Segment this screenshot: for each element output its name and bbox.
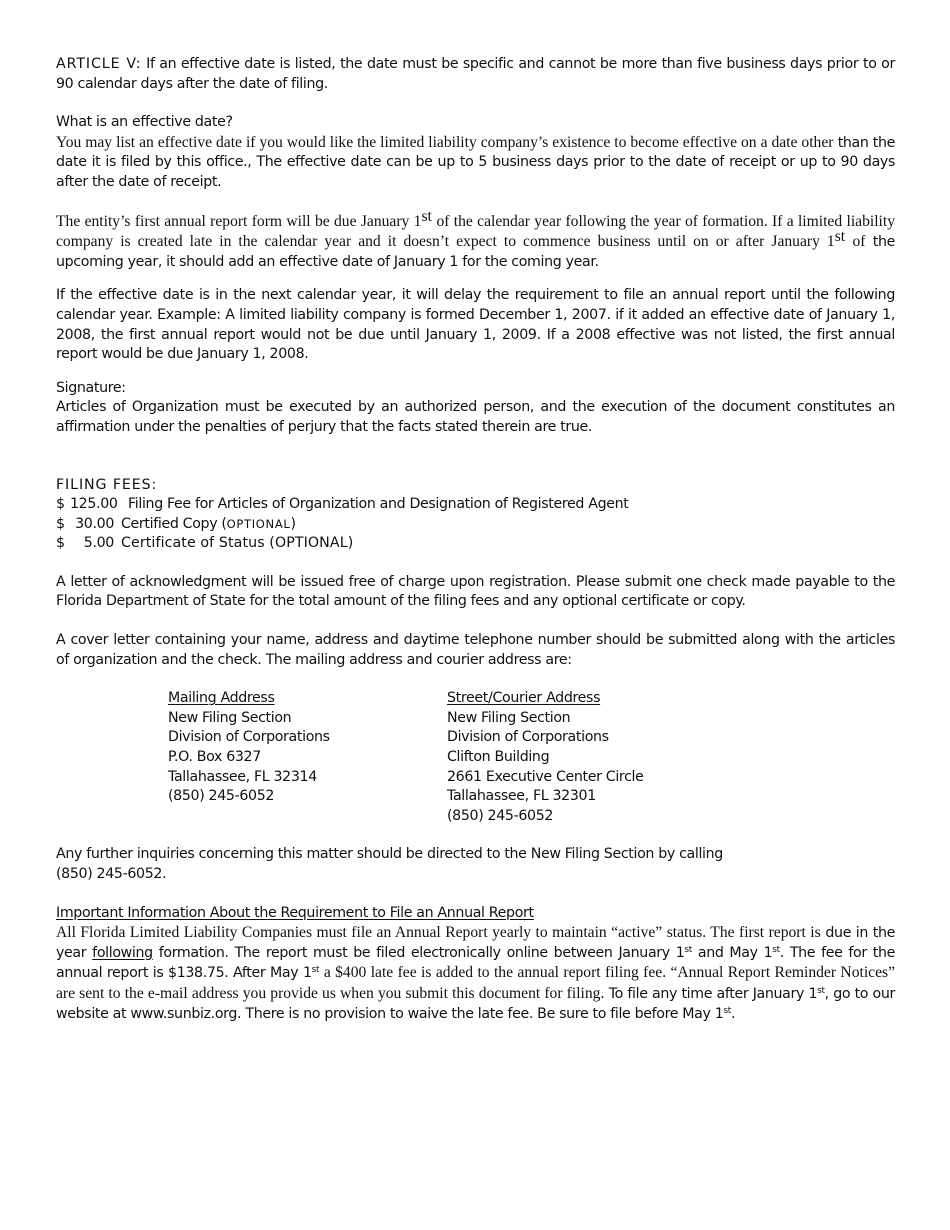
annual-report-text: To file any time after January 1 xyxy=(608,985,818,1002)
addresses-block xyxy=(56,689,895,826)
courier-address-line: Division of Corporations xyxy=(447,729,609,746)
annual-report-heading xyxy=(56,904,895,924)
filing-fees-list xyxy=(56,495,895,554)
fee-amount: 125.00 xyxy=(70,496,118,513)
article-v-paragraph xyxy=(56,55,895,94)
fee-row-certificate-status xyxy=(56,534,895,554)
superscript-st: st xyxy=(834,228,846,246)
courier-address-line: 2661 Executive Center Circle xyxy=(447,768,644,785)
superscript-st: st xyxy=(684,944,692,955)
first-report-text-d: the upcoming year, it should add an effective date of January 1 for the coming year. xyxy=(56,234,895,270)
article-v-text: If an effective date is listed, the date must be specific and cannot be more than five business days prior to or 90 calendar days after the date of filing. xyxy=(56,56,895,92)
fee-description-text: Certified Copy ( xyxy=(121,515,227,532)
annual-report-heading-text: Important Information About the Requirement to File an Annual Report xyxy=(56,904,534,921)
superscript-st: st xyxy=(311,965,320,976)
mailing-address xyxy=(168,689,447,826)
effective-date-paragraph-3: If the effective date is in the next calendar year, it will delay the requirement to file an annual report until the following calendar year. Example: A limited liability company is formed December 1, 2007. if it added an effective date of January 1, 2008, the first annual report would not be due until January 1, 2009. If a 2008 effective was not listed, the first annual report would be due January 1, 2008. xyxy=(56,287,895,363)
fee-row-filing xyxy=(56,495,895,515)
annual-report-text: . The fee for the annual report is $138.75. After May 1 xyxy=(56,944,895,982)
inquiries-line-1: Any further inquiries concerning this matter should be directed to the New Filing Section by calling xyxy=(56,846,723,863)
superscript-st: st xyxy=(772,944,780,955)
mailing-address-heading-text: Mailing Address xyxy=(168,690,275,707)
inquiries-line-2: (850) 245-6052. xyxy=(56,866,167,882)
filing-fees-heading: FILING FEES: xyxy=(56,476,158,493)
courier-address-line: Tallahassee, FL 32301 xyxy=(447,788,596,805)
mailing-address-line: (850) 245-6052 xyxy=(168,788,275,805)
article-v-label: ARTICLE V: xyxy=(56,56,142,72)
courier-address-line: Clifton Building xyxy=(447,749,550,766)
fee-amount: 5.00 xyxy=(83,535,114,552)
cover-letter-paragraph: A cover letter containing your name, address and daytime telephone number should be submitted along with the articles of organization and the check. The mailing address and courier address are: xyxy=(56,632,895,668)
acknowledgment-paragraph: A letter of acknowledgment will be issued free of charge upon registration. Please submit one check made payable to the Florida Department of State for the total amount of the filing fees and any optional certificate or copy. xyxy=(56,573,895,610)
fee-description: Filing Fee for Articles of Organization and Designation of Registered Agent xyxy=(128,496,629,513)
courier-address xyxy=(447,689,726,826)
fee-dollar-sign: $ xyxy=(56,496,65,513)
mailing-address-line: New Filing Section xyxy=(168,709,292,726)
annual-report-text: . xyxy=(730,1005,736,1022)
effective-date-paragraph-2 xyxy=(56,207,895,273)
fee-description: Certificate of Status (OPTIONAL) xyxy=(121,535,354,552)
fee-amount: 30.00 xyxy=(75,515,114,532)
effective-date-paragraph-1 xyxy=(56,133,895,193)
mailing-address-heading xyxy=(168,689,447,709)
signature-heading: Signature: xyxy=(56,379,126,396)
effective-date-paragraph-1-rest: than the date it is filed by this office., The effective date can be up to 5 business days prior to the date of receipt or up to 90 days after the date of receipt. xyxy=(56,134,895,190)
mailing-address-line: Division of Corporations xyxy=(168,729,330,746)
superscript-st: st xyxy=(421,207,432,225)
document-page xyxy=(56,55,895,1024)
fee-description xyxy=(121,515,296,535)
annual-report-serif-intro: All Florida Limited Liability Companies must file an Annual Report yearly to maintain “active” status. The first report is xyxy=(56,924,821,942)
fee-dollar-sign: $ xyxy=(56,515,65,532)
mailing-address-line: P.O. Box 6327 xyxy=(168,749,261,766)
annual-report-text: and May 1 xyxy=(697,944,773,961)
following-underlined: following xyxy=(92,944,153,961)
fee-optional-note: OPTIONAL xyxy=(226,516,291,531)
annual-report-text: due in the year xyxy=(56,925,895,961)
courier-address-line: New Filing Section xyxy=(447,709,571,726)
courier-address-line: (850) 245-6052 xyxy=(447,807,554,824)
first-report-text-a: The entity’s first annual report form will be due January 1 xyxy=(56,212,422,230)
annual-report-text: , go to our website at www.sunbiz.org. There is no provision to waive the late fee. Be sure to file before May 1 xyxy=(56,985,895,1022)
first-report-text-b: of the calendar year following the year of formation. If a limited liability company is created late in the calendar year and it doesn’t expect to commence business until on or after January 1 xyxy=(56,212,895,251)
fee-row-certified-copy xyxy=(56,515,895,535)
superscript-st: st xyxy=(817,985,825,996)
signature-text: Articles of Organization must be executed by an authorized person, and the execution of the document constitutes an affirmation under the penalties of perjury that the facts stated therein are true. xyxy=(56,399,895,435)
effective-date-heading: What is an effective date? xyxy=(56,114,233,131)
annual-report-paragraph xyxy=(56,923,895,1024)
first-report-text-c: of xyxy=(852,233,866,251)
fee-dollar-sign: $ xyxy=(56,535,65,552)
effective-date-paragraph-1-serif: You may list an effective date if you would like the limited liability company’s existence to become effective on a date other xyxy=(56,133,834,151)
annual-report-text: formation. The report must be filed electronically online between January 1 xyxy=(158,944,685,961)
annual-report-late-fee-text: a $400 late fee is added to the annual report filing fee. “Annual Report Reminder Notices” are sent to the e-mail address you provide us when you submit this document for filing. xyxy=(56,964,895,1002)
fee-description-close: ) xyxy=(290,515,296,532)
courier-address-heading xyxy=(447,689,726,709)
superscript-st: st xyxy=(723,1005,731,1016)
mailing-address-line: Tallahassee, FL 32314 xyxy=(168,768,317,785)
courier-address-heading-text: Street/Courier Address xyxy=(447,690,601,707)
